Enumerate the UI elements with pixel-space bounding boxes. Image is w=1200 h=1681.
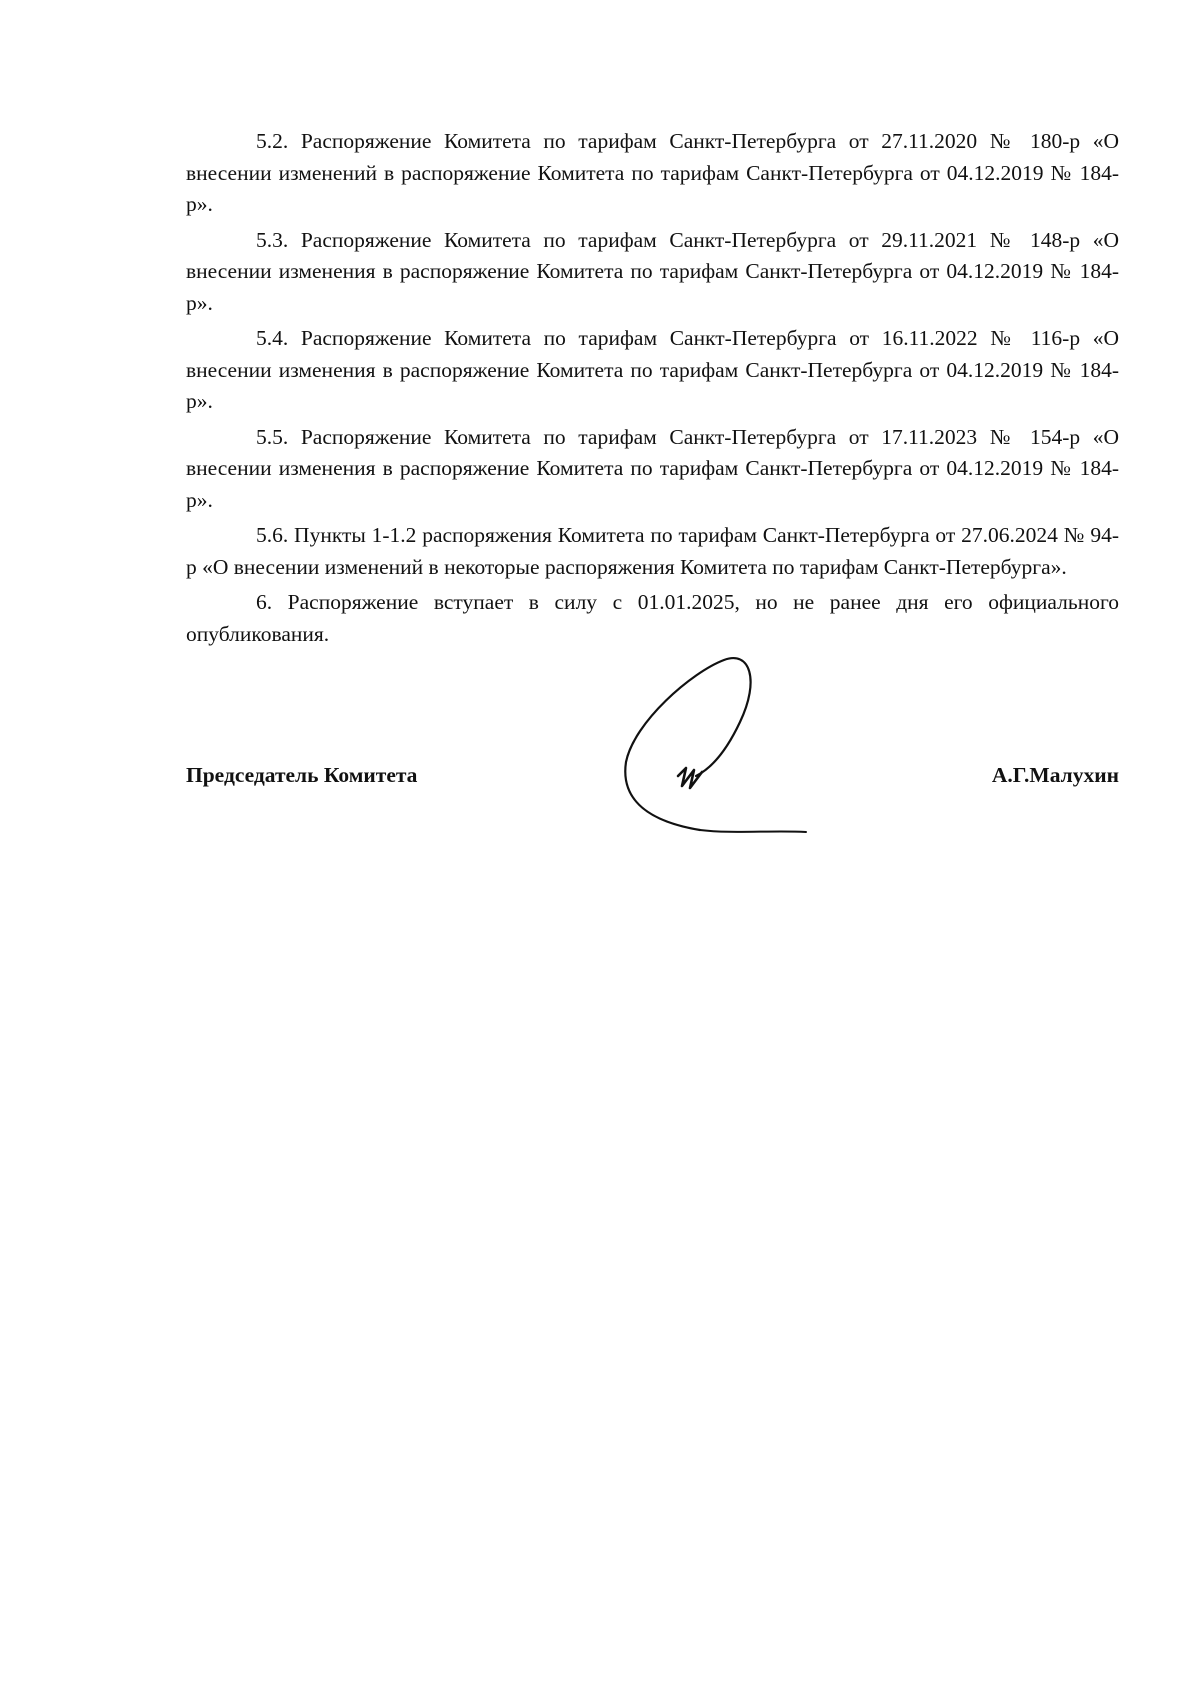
paragraph-6: 6. Распоряжение вступает в силу с 01.01.2025, но не ранее дня его официального опубликования. <box>186 590 1119 646</box>
paragraph-5-5: 5.5. Распоряжение Комитета по тарифам Санкт-Петербурга от 17.11.2023 № 154-р «О внесении изменения в распоряжение Комитета по тарифам Санкт-Петербурга от 04.12.2019 № 184-р». <box>186 424 1119 512</box>
document-body <box>186 126 1119 654</box>
paragraph-5-2: 5.2. Распоряжение Комитета по тарифам Санкт-Петербурга от 27.11.2020 № 180-р «О внесении изменений в распоряжение Комитета по тарифам Санкт-Петербурга от 04.12.2019 № 184-р». <box>186 129 1119 216</box>
paragraph-5-4: 5.4. Распоряжение Комитета по тарифам Санкт-Петербурга от 16.11.2022 № 116-р «О внесении изменения в распоряжение Комитета по тарифам Санкт-Петербурга от 04.12.2019 № 184-р». <box>186 326 1119 413</box>
signatory-title: Председатель Комитета <box>186 763 418 787</box>
paragraph-5-6: 5.6. Пункты 1-1.2 распоряжения Комитета по тарифам Санкт-Петербурга от 27.06.2024 № 94-р «О внесении изменений в некоторые распоряжения Комитета по тарифам Санкт-Петербурга». <box>186 523 1119 579</box>
signatory-name: А.Г.Малухин <box>991 763 1119 787</box>
handwritten-signature <box>612 652 812 838</box>
paragraph-5-3: 5.3. Распоряжение Комитета по тарифам Санкт-Петербурга от 29.11.2021 № 148-р «О внесении изменения в распоряжение Комитета по тарифам Санкт-Петербурга от 04.12.2019 № 184-р». <box>186 227 1119 315</box>
